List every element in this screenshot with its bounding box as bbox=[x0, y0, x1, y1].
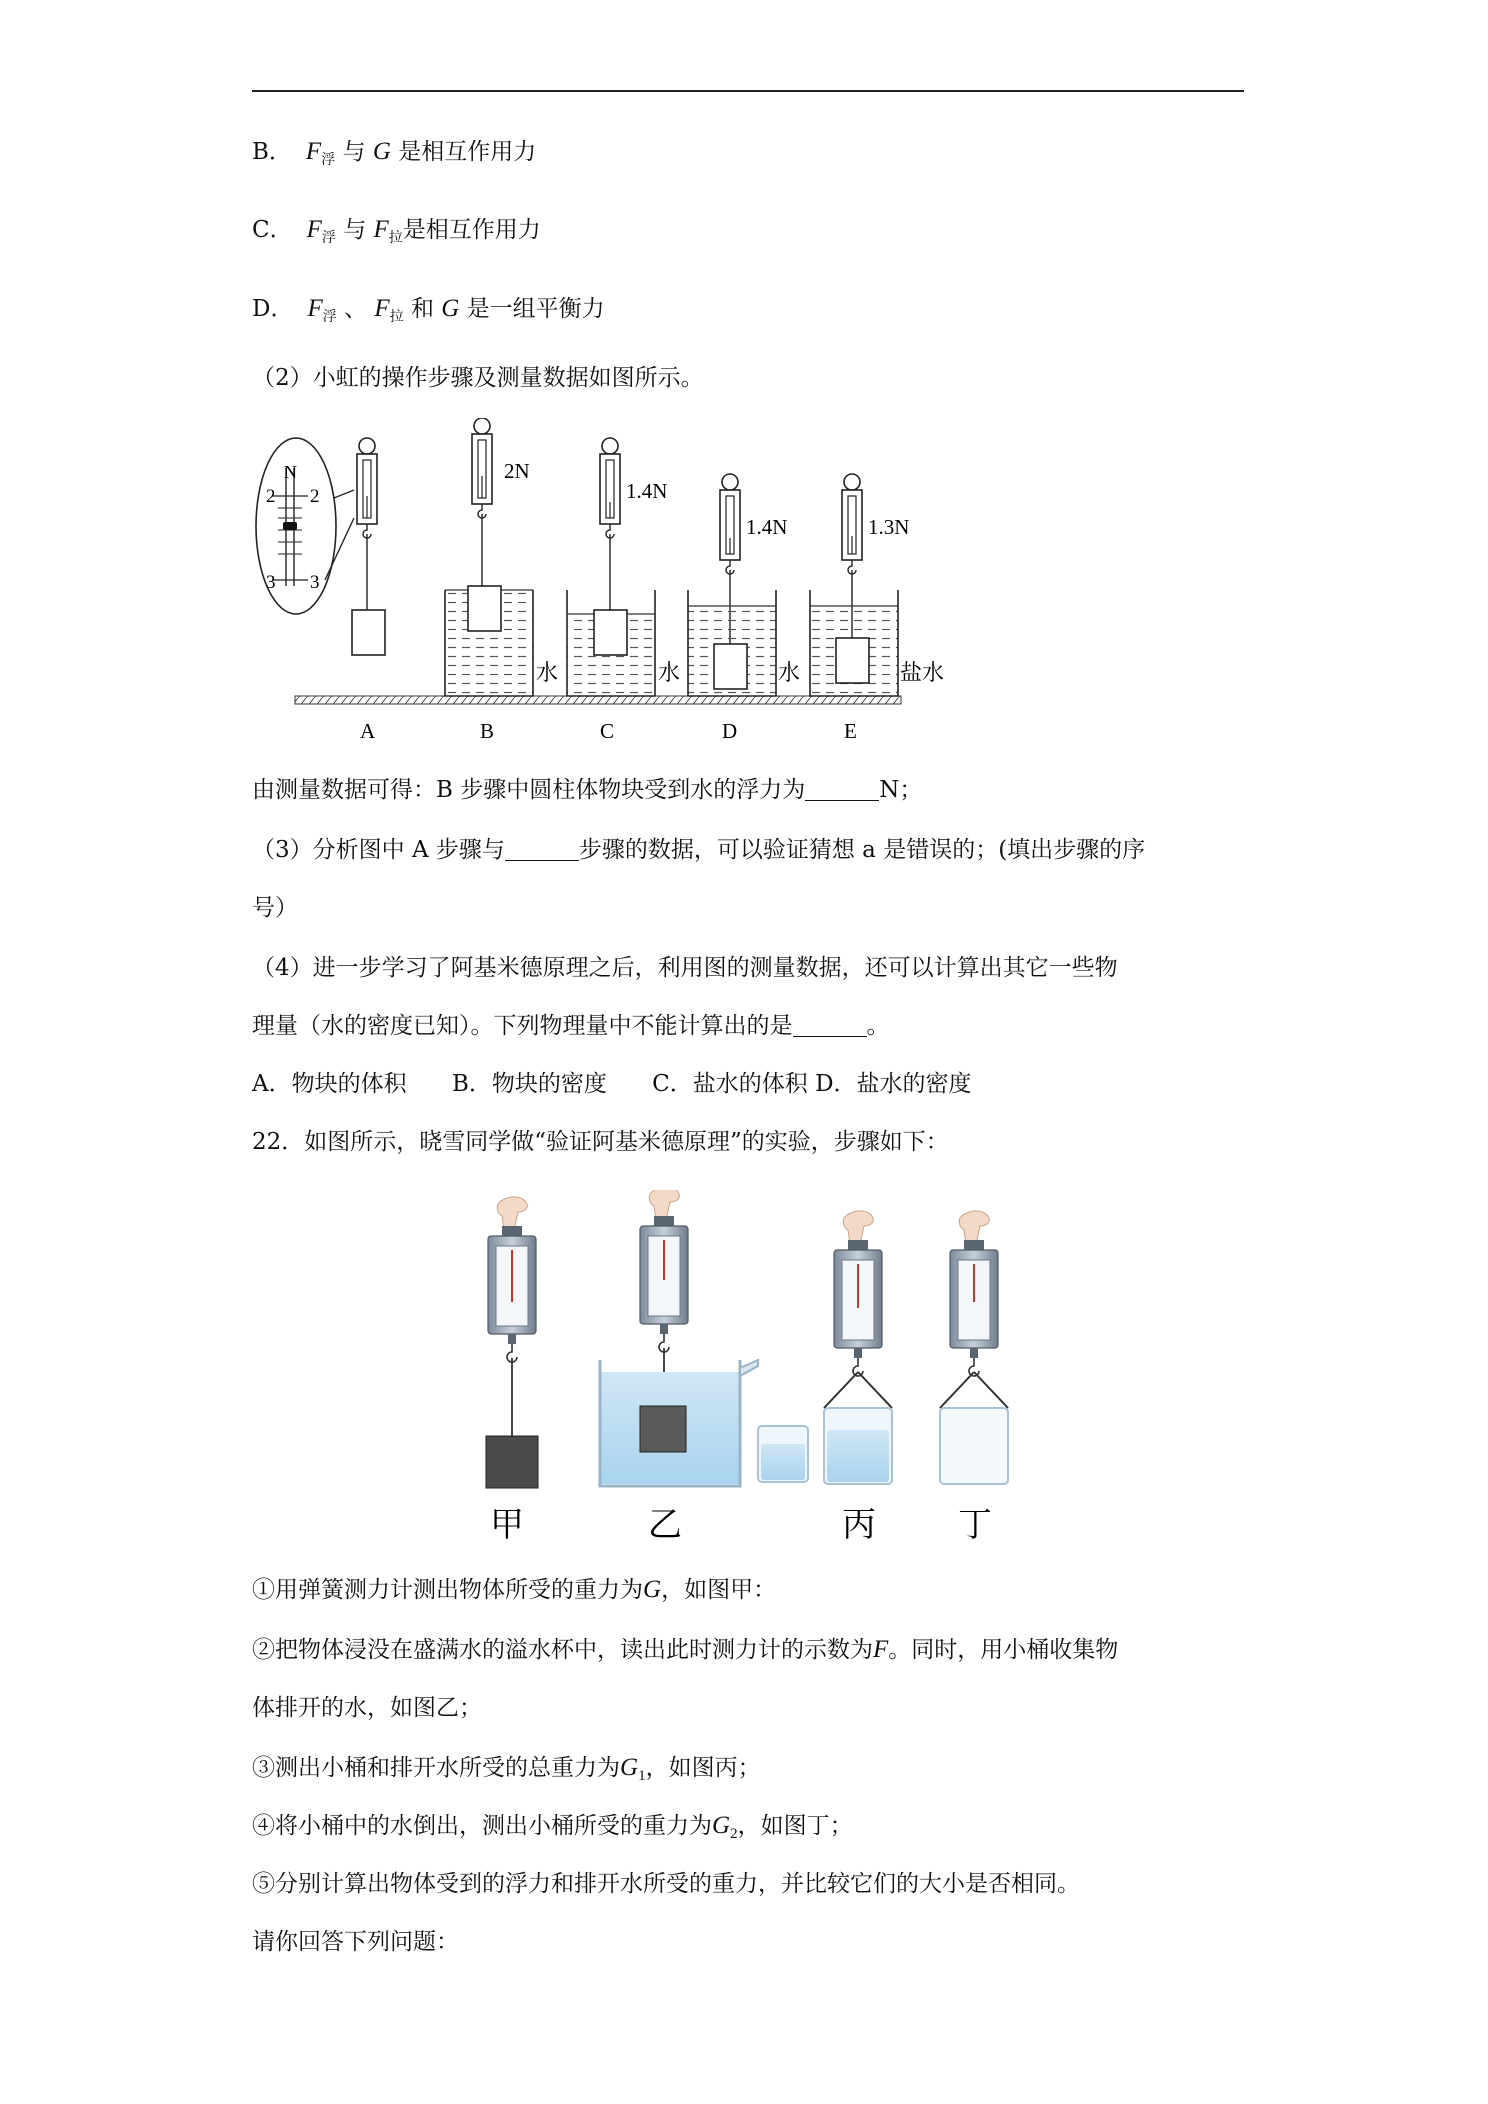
q4-option-d: D．盐水的密度 bbox=[815, 1071, 972, 1097]
reading-d: 1.4N bbox=[746, 515, 788, 539]
figure-archimedes-steps bbox=[440, 1190, 1060, 1550]
answer-blank-step[interactable] bbox=[505, 838, 579, 861]
scale-label-left-3: 3 bbox=[266, 572, 276, 593]
ground bbox=[295, 696, 901, 704]
figure-buoyancy-steps bbox=[250, 418, 970, 750]
closing-prompt: 请你回答下列问题： bbox=[252, 1929, 459, 1955]
step-label-a: A bbox=[360, 719, 376, 743]
answer-blank-buoyancy[interactable] bbox=[805, 778, 879, 801]
label-yi: 乙 bbox=[648, 1507, 682, 1544]
setup-bing bbox=[824, 1211, 892, 1484]
setup-yi bbox=[600, 1190, 808, 1486]
option-c: C． $F_浮$ 与 $F_拉$是相互作用力 bbox=[252, 216, 541, 246]
q4-option-b: B．物块的密度 bbox=[451, 1071, 607, 1097]
question-4-options bbox=[252, 1068, 972, 1100]
step-c-apparatus bbox=[567, 438, 680, 696]
question-2: （2）小虹的操作步骤及测量数据如图所示。 bbox=[252, 365, 704, 391]
q4-option-c: C．盐水的体积 bbox=[652, 1071, 808, 1097]
question-3: （3）分析图中 A 步骤与 步骤的数据，可以验证猜想 a 是错误的；(填出步骤的序 bbox=[252, 837, 1146, 863]
q4-option-a: A．物块的体积 bbox=[252, 1071, 407, 1097]
step-22-4: ④将小桶中的水倒出，测出小桶所受的重力为$G_2$，如图丁； bbox=[252, 1812, 853, 1842]
scale-label-right-3: 3 bbox=[310, 572, 320, 593]
step-22-1: ①用弹簧测力计测出物体所受的重力为G，如图甲： bbox=[252, 1576, 777, 1603]
scale-label-left-2: 2 bbox=[266, 486, 276, 507]
q2-answer-line: 由测量数据可得：B 步骤中圆柱体物块受到水的浮力为 N； bbox=[252, 777, 923, 803]
reading-b: 2N bbox=[504, 459, 530, 483]
option-d: D． $F_浮$ 、 $F_拉$ 和 G 是一组平衡力 bbox=[252, 295, 605, 325]
scale-label-right-2: 2 bbox=[310, 486, 320, 507]
scale-unit-n: N bbox=[284, 462, 297, 482]
liquid-label-c: 水 bbox=[658, 660, 681, 685]
step-label-d: D bbox=[722, 719, 738, 743]
step-22-3: ③测出小桶和排开水所受的总重力为$G_1$，如图丙； bbox=[252, 1754, 761, 1784]
label-ding: 丁 bbox=[958, 1507, 992, 1544]
step-label-e: E bbox=[844, 719, 857, 743]
setup-ding bbox=[940, 1211, 1008, 1484]
step-d-apparatus bbox=[688, 474, 800, 696]
step-a-apparatus bbox=[352, 438, 385, 655]
header-rule bbox=[252, 90, 1244, 92]
step-b-apparatus bbox=[445, 418, 558, 696]
step-22-5: ⑤分别计算出物体受到的浮力和排开水所受的重力，并比较它们的大小是否相同。 bbox=[252, 1871, 1080, 1897]
question-4-line2: 理量（水的密度已知）。下列物理量中不能计算出的是 。 bbox=[252, 1013, 890, 1039]
scale-magnifier bbox=[256, 438, 354, 614]
step-e-apparatus bbox=[810, 474, 944, 696]
option-b: B． $F_浮$ 与 G 是相互作用力 bbox=[252, 138, 537, 168]
label-bing: 丙 bbox=[842, 1507, 876, 1544]
liquid-label-e: 盐水 bbox=[900, 660, 945, 685]
liquid-label-b: 水 bbox=[536, 660, 559, 685]
step-label-c: C bbox=[600, 719, 615, 743]
answer-blank-quantity[interactable] bbox=[793, 1014, 867, 1037]
reading-e: 1.3N bbox=[868, 515, 910, 539]
step-22-2-line2: 体排开的水，如图乙； bbox=[252, 1695, 482, 1721]
question-4: （4）进一步学习了阿基米德原理之后，利用图的测量数据，还可以计算出其它一些物 bbox=[252, 955, 1118, 981]
liquid-label-d: 水 bbox=[778, 660, 801, 685]
label-jia: 甲 bbox=[490, 1507, 524, 1544]
step-22-2: ②把物体浸没在盛满水的溢水杯中，读出此时测力计的示数为F。同时，用小桶收集物 bbox=[252, 1636, 1119, 1663]
setup-jia bbox=[486, 1197, 538, 1488]
reading-c: 1.4N bbox=[626, 479, 668, 503]
question-22: 22．如图所示，晓雪同学做“验证阿基米德原理”的实验，步骤如下： bbox=[252, 1129, 949, 1155]
step-label-b: B bbox=[480, 719, 495, 743]
question-3-line2: 号） bbox=[252, 895, 298, 921]
